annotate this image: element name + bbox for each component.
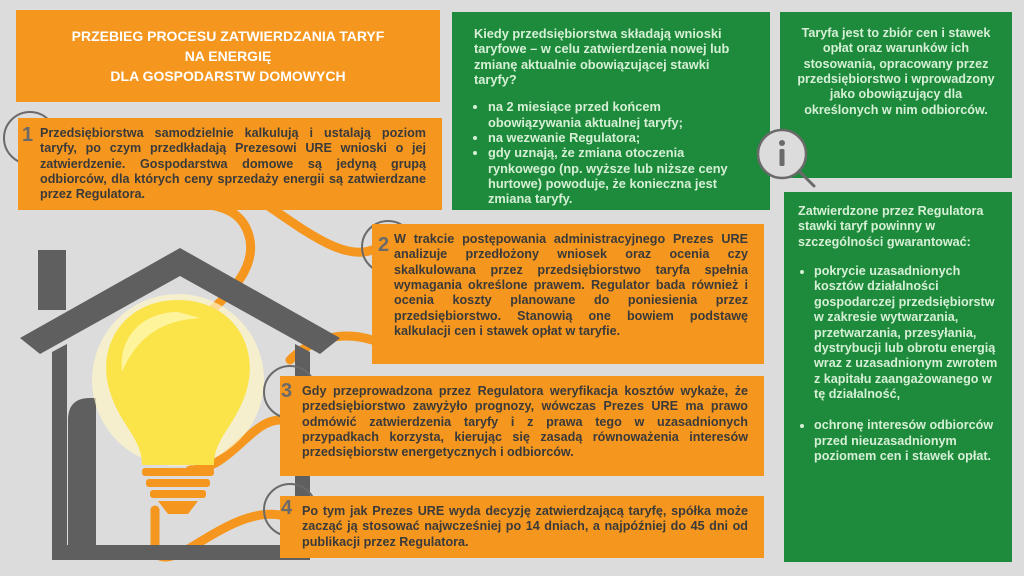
step1-text: Przedsiębiorstwa samodzielnie kalkulują i ustalają poziom taryfy, po czym przedkładają Prezesowi URE wnioski o jej zatwierdzenie. Gospodarstwa domowe są jedyną grupą odbiorców, dla których ceny sprzedaży energii są zatwierdzane przez Regulatora. <box>40 126 426 202</box>
when-list <box>474 99 752 206</box>
list-item: • pokrycie uzasadnionych kosztów działalności gospodarczej przedsiębiorstw w zakresie wytwarzania, przetwarzania, przesyłania, dystrybucji lub obrotu energią wraz z uzasadnionym zwrotem z kapitału zaangażowanego w tę działalność, <box>814 264 1000 402</box>
title-box <box>16 10 440 102</box>
definition-text: Taryfa jest to zbiór cen i stawek opłat oraz warunków ich stosowania, opracowany przez przedsiębiorstwo i wprowadzony jako obowiązujący dla określonych w nim odbiorców. <box>797 26 995 117</box>
list-item: • gdy uznają, że zmiana otoczenia rynkowego (np. wyższe lub niższe ceny hurtowe) powoduje, że konieczna jest zmiana taryfy. <box>488 145 752 206</box>
when-box <box>452 12 770 210</box>
step1-box <box>18 118 442 210</box>
guarantee-intro: Zatwierdzone przez Regulatora stawki taryf powinny w szczególności gwarantować: <box>798 204 984 249</box>
light-bulb-icon <box>92 294 264 514</box>
step2-box <box>372 224 764 364</box>
step4-box <box>280 496 764 558</box>
info-icon <box>752 124 822 194</box>
title-line1: PRZEBIEG PROCESU ZATWIERDZANIA TARYF <box>71 27 385 44</box>
step3-box <box>280 376 764 476</box>
step1-number: 1 <box>22 124 34 146</box>
list-item: • na wezwanie Regulatora; <box>488 130 752 145</box>
title-line2: NA ENERGIĘ <box>184 47 272 64</box>
step4-number: 4 <box>281 497 293 519</box>
title-line3: DLA GOSPODARSTW DOMOWYCH <box>110 68 346 85</box>
step2-number: 2 <box>378 234 390 256</box>
guarantee-box <box>784 192 1012 562</box>
list-item: • na 2 miesiące przed końcem obowiązywania aktualnej taryfy; <box>488 99 752 130</box>
guarantee-list <box>798 264 1000 464</box>
step3-number: 3 <box>281 380 293 402</box>
when-question: Kiedy przedsiębiorstwa składają wnioski taryfowe – w celu zatwierdzenia nowej lub zmianę aktualnie obowiązującej stawki taryfy? <box>474 26 730 88</box>
step2-text: W trakcie postępowania administracyjnego Prezes URE analizuje przedłożony wniosek oraz ocenia czy skalkulowana przez przedsiębiorstwo taryfa spełnia wymagania określone prawem. Regulator bada również i ocenia koszty planowane do poniesienia przez przedsiębiorstwo. Stanowią one bowiem podstawę kalkulacji cen i stawek opłat w taryfie. <box>394 232 748 339</box>
step4-text: Po tym jak Prezes URE wyda decyzję zatwierdzającą taryfę, spółka może zacząć ją stosować najwcześniej po 14 dniach, a najpóźniej do 45 dni od publikacji przez Regulatora. <box>302 504 748 549</box>
step3-text: Gdy przeprowadzona przez Regulatora weryfikacja kosztów wykaże, że przedsiębiorstwo zawyżyło prognozy, wówczas Prezes URE ma prawo odmówić zatwierdzenia taryfy i z prawa tego w uzasadnionych przypadkach korzysta, kierując się zasadą równoważenia interesów przedsiębiorstw energetycznych i odbiorców. <box>302 384 748 460</box>
list-item: • ochronę interesów odbiorców przed nieuzasadnionym poziomem cen i stawek opłat. <box>814 418 1000 464</box>
